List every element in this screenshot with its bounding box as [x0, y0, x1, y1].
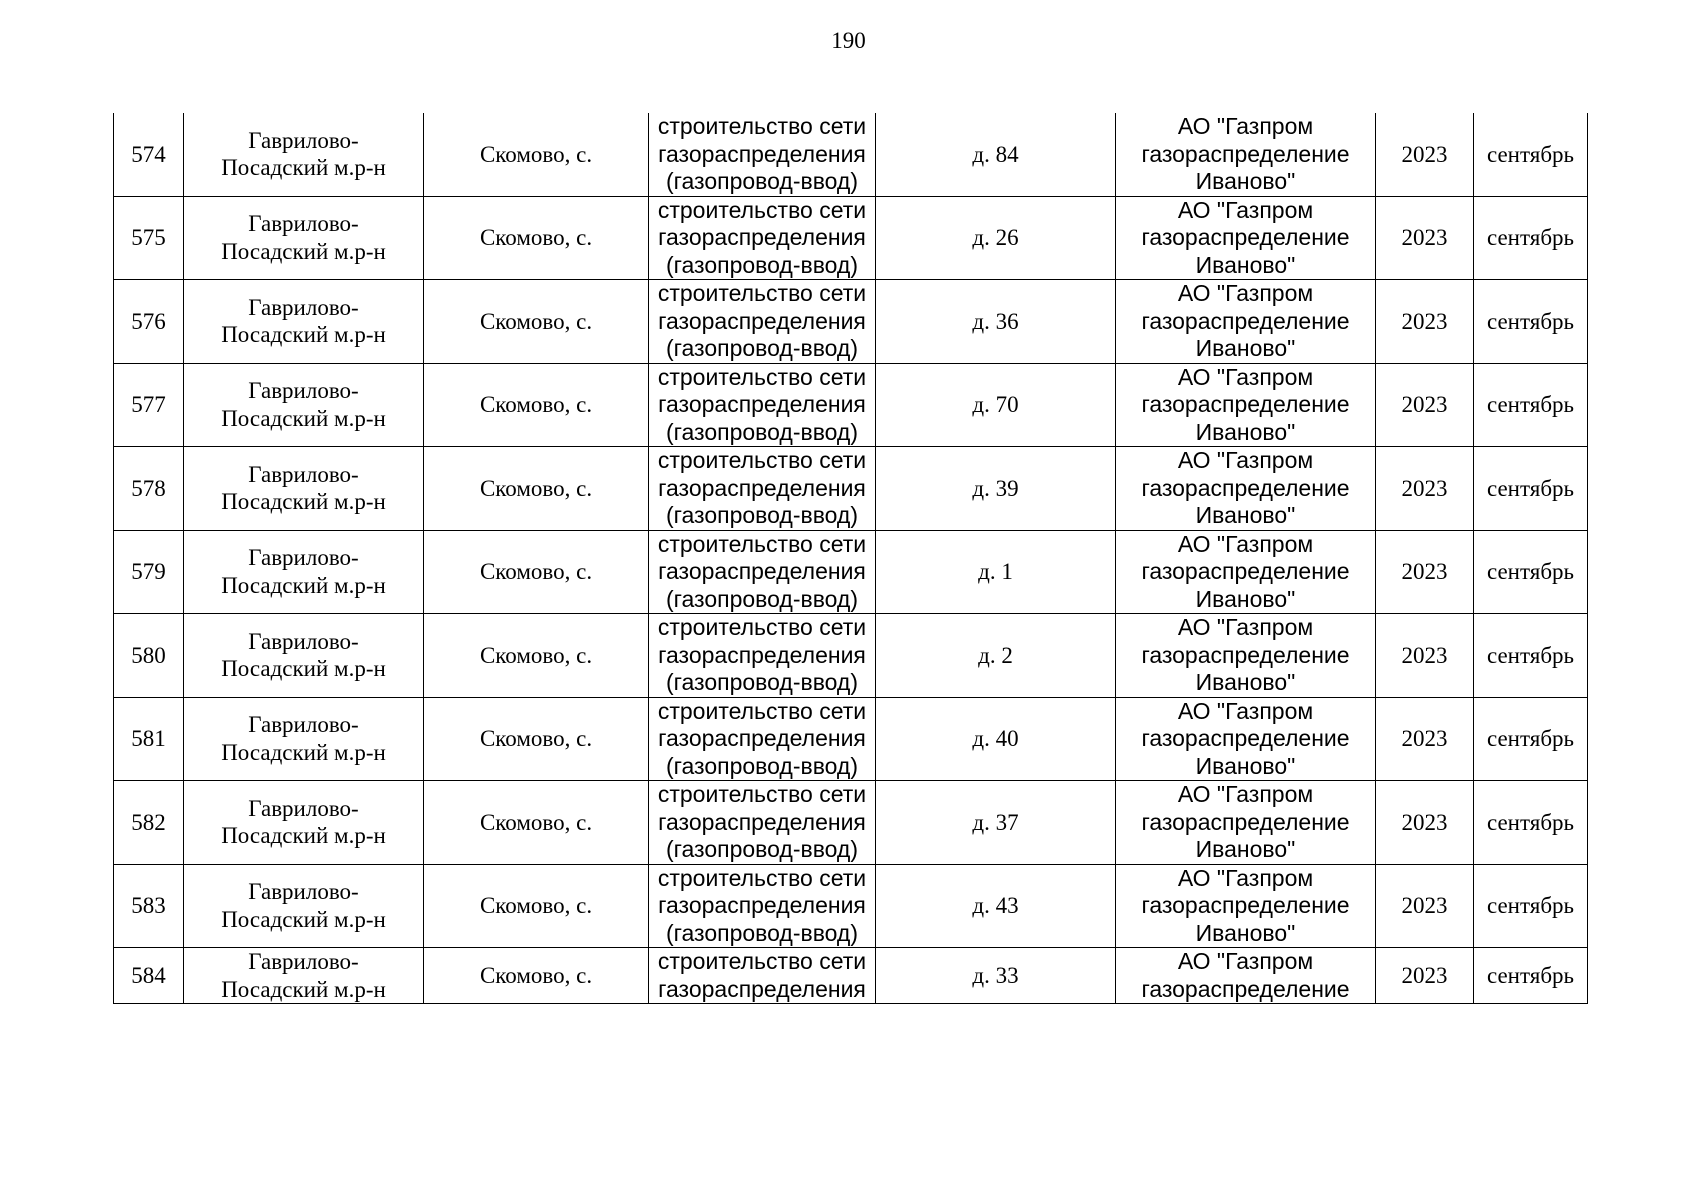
year-cell: 2023: [1376, 697, 1474, 781]
work-type-line: (газопровод-ввод): [665, 418, 859, 445]
organization-line: АО "Газпром: [1177, 948, 1314, 974]
settlement-cell: Скомово, с.: [424, 614, 649, 698]
work-type-line: строительство сети: [657, 447, 867, 473]
organization-line: газораспределение: [1141, 892, 1350, 918]
work-type-cell: [649, 697, 876, 781]
work-type-line: (газопровод-ввод): [665, 585, 859, 612]
table-row: [114, 363, 1588, 447]
organization-line: газораспределение: [1141, 307, 1350, 334]
organization-cell: [1116, 530, 1376, 614]
house-number-cell: д. 33: [876, 948, 1116, 1004]
year-cell: 2023: [1376, 196, 1474, 280]
house-number-cell: д. 37: [876, 781, 1116, 865]
district-cell: [184, 280, 424, 364]
year-cell: 2023: [1376, 948, 1474, 1004]
organization-line: АО "Газпром: [1177, 864, 1314, 891]
district-line: Посадский м.р-н: [221, 572, 386, 598]
organization-cell: [1116, 864, 1376, 948]
organization-line: газораспределение: [1141, 725, 1350, 751]
work-type-line: газораспределения: [658, 307, 866, 334]
district-cell: [184, 781, 424, 865]
house-number-cell: д. 40: [876, 697, 1116, 781]
settlement-cell: Скомово, с.: [424, 697, 649, 781]
work-type-line: (газопровод-ввод): [665, 251, 859, 278]
settlement-cell: Скомово, с.: [424, 280, 649, 364]
house-number-cell: д. 26: [876, 196, 1116, 280]
district-cell: [184, 948, 424, 1004]
row-number-cell: 583: [114, 864, 184, 948]
organization-line: Иваново": [1195, 335, 1296, 361]
month-cell: сентябрь: [1474, 363, 1588, 447]
work-type-line: газораспределения: [658, 808, 866, 835]
district-line: Гаврилово-: [248, 545, 359, 571]
work-type-line: строительство сети: [657, 614, 867, 640]
work-type-line: (газопровод-ввод): [665, 836, 859, 862]
organization-line: Иваново": [1195, 168, 1296, 194]
district-line: Гаврилово-: [248, 461, 359, 487]
month-cell: сентябрь: [1474, 614, 1588, 698]
work-type-line: (газопровод-ввод): [665, 335, 859, 361]
page-number: 190: [831, 28, 866, 53]
organization-line: Иваново": [1195, 752, 1296, 779]
month-cell: сентябрь: [1474, 697, 1588, 781]
work-type-cell: [649, 363, 876, 447]
work-type-line: строительство сети: [657, 113, 867, 139]
organization-line: АО "Газпром: [1177, 196, 1314, 223]
district-cell: [184, 113, 424, 196]
organization-line: Иваново": [1195, 919, 1296, 946]
work-type-line: газораспределения: [658, 558, 866, 584]
row-number-cell: 580: [114, 614, 184, 698]
month-cell: сентябрь: [1474, 113, 1588, 196]
month-cell: сентябрь: [1474, 864, 1588, 948]
district-line: Посадский м.р-н: [221, 823, 386, 849]
organization-cell: [1116, 447, 1376, 531]
house-number-cell: д. 2: [876, 614, 1116, 698]
organization-line: АО "Газпром: [1177, 447, 1314, 473]
work-type-line: строительство сети: [657, 864, 867, 891]
work-type-cell: [649, 864, 876, 948]
district-cell: [184, 864, 424, 948]
work-type-line: строительство сети: [657, 530, 867, 557]
year-cell: 2023: [1376, 280, 1474, 364]
month-cell: сентябрь: [1474, 781, 1588, 865]
district-line: Посадский м.р-н: [221, 155, 386, 181]
organization-line: газораспределение: [1141, 558, 1350, 584]
year-cell: 2023: [1376, 781, 1474, 865]
organization-cell: [1116, 781, 1376, 865]
settlement-cell: Скомово, с.: [424, 447, 649, 531]
work-type-cell: [649, 113, 876, 196]
district-cell: [184, 614, 424, 698]
house-number-cell: д. 39: [876, 447, 1116, 531]
organization-line: АО "Газпром: [1177, 697, 1314, 724]
work-type-line: (газопровод-ввод): [665, 919, 859, 946]
row-number-cell: 577: [114, 363, 184, 447]
house-number-cell: д. 43: [876, 864, 1116, 948]
district-line: Посадский м.р-н: [221, 322, 386, 348]
work-type-cell: [649, 948, 876, 1004]
row-number-cell: 579: [114, 530, 184, 614]
month-cell: сентябрь: [1474, 948, 1588, 1004]
house-number-cell: д. 36: [876, 280, 1116, 364]
table-row: [114, 781, 1588, 865]
organization-line: АО "Газпром: [1177, 530, 1314, 557]
work-type-cell: [649, 530, 876, 614]
year-cell: 2023: [1376, 530, 1474, 614]
row-number-cell: 581: [114, 697, 184, 781]
work-type-line: строительство сети: [657, 196, 867, 223]
work-type-cell: [649, 614, 876, 698]
organization-line: газораспределение: [1141, 224, 1350, 250]
table-body: [114, 113, 1588, 1004]
month-cell: сентябрь: [1474, 530, 1588, 614]
organization-line: АО "Газпром: [1177, 614, 1314, 640]
district-line: Посадский м.р-н: [221, 405, 386, 431]
work-type-line: газораспределения: [658, 641, 866, 668]
district-line: Гаврилово-: [248, 949, 359, 974]
house-number-cell: д. 70: [876, 363, 1116, 447]
work-type-line: (газопровод-ввод): [665, 752, 859, 779]
house-number-cell: д. 1: [876, 530, 1116, 614]
work-type-line: газораспределения: [658, 140, 866, 167]
work-type-line: газораспределения: [658, 725, 866, 751]
year-cell: 2023: [1376, 363, 1474, 447]
settlement-cell: Скомово, с.: [424, 948, 649, 1004]
organization-line: АО "Газпром: [1177, 113, 1314, 139]
district-line: Гаврилово-: [248, 795, 359, 821]
work-type-line: строительство сети: [657, 280, 867, 306]
work-type-cell: [649, 781, 876, 865]
district-line: Гаврилово-: [248, 712, 359, 738]
row-number-cell: 584: [114, 948, 184, 1004]
organization-line: газораспределение: [1141, 391, 1350, 417]
year-cell: 2023: [1376, 113, 1474, 196]
year-cell: 2023: [1376, 864, 1474, 948]
organization-cell: [1116, 113, 1376, 196]
table-row: [114, 196, 1588, 280]
table-row: [114, 864, 1588, 948]
house-number-cell: д. 84: [876, 113, 1116, 196]
district-line: Гаврилово-: [248, 211, 359, 237]
table-row: [114, 530, 1588, 614]
organization-cell: [1116, 697, 1376, 781]
work-type-line: (газопровод-ввод): [665, 669, 859, 695]
district-line: Гаврилово-: [248, 127, 359, 153]
work-type-line: газораспределения: [658, 224, 866, 250]
organization-cell: [1116, 196, 1376, 280]
settlement-cell: Скомово, с.: [424, 363, 649, 447]
settlement-cell: Скомово, с.: [424, 113, 649, 196]
work-type-line: (газопровод-ввод): [665, 502, 859, 528]
organization-cell: [1116, 280, 1376, 364]
organization-line: АО "Газпром: [1177, 280, 1314, 306]
organization-line: газораспределение: [1141, 140, 1350, 167]
row-number-cell: 575: [114, 196, 184, 280]
month-cell: сентябрь: [1474, 447, 1588, 531]
organization-line: газораспределение: [1141, 474, 1350, 501]
work-type-line: газораспределения: [658, 975, 866, 1002]
table-row: [114, 948, 1588, 1004]
district-line: Гаврилово-: [248, 378, 359, 404]
year-cell: 2023: [1376, 614, 1474, 698]
work-type-cell: [649, 280, 876, 364]
month-cell: сентябрь: [1474, 280, 1588, 364]
table-row: [114, 447, 1588, 531]
organization-line: газораспределение: [1141, 641, 1350, 668]
work-type-line: (газопровод-ввод): [665, 168, 859, 194]
settlement-cell: Скомово, с.: [424, 864, 649, 948]
district-line: Посадский м.р-н: [221, 238, 386, 264]
organization-cell: [1116, 614, 1376, 698]
work-type-line: строительство сети: [657, 781, 867, 807]
district-cell: [184, 697, 424, 781]
work-type-line: газораспределения: [658, 391, 866, 417]
row-number-cell: 582: [114, 781, 184, 865]
table-row: [114, 697, 1588, 781]
work-type-line: строительство сети: [657, 697, 867, 724]
district-line: Посадский м.р-н: [221, 739, 386, 765]
work-type-line: строительство сети: [657, 948, 867, 974]
organization-cell: [1116, 363, 1376, 447]
work-type-cell: [649, 447, 876, 531]
organization-line: АО "Газпром: [1177, 781, 1314, 807]
district-line: Гаврилово-: [248, 628, 359, 654]
organization-line: газораспределение: [1141, 808, 1350, 835]
district-line: Посадский м.р-н: [221, 976, 386, 1002]
work-type-line: газораспределения: [658, 892, 866, 918]
district-cell: [184, 530, 424, 614]
organization-line: Иваново": [1195, 836, 1296, 862]
district-line: Гаврилово-: [248, 879, 359, 905]
gas-network-table: [113, 113, 1588, 1004]
district-cell: [184, 363, 424, 447]
row-number-cell: 574: [114, 113, 184, 196]
settlement-cell: Скомово, с.: [424, 530, 649, 614]
month-cell: сентябрь: [1474, 196, 1588, 280]
district-cell: [184, 196, 424, 280]
organization-line: Иваново": [1195, 585, 1296, 612]
organization-line: газораспределение: [1141, 975, 1350, 1002]
district-cell: [184, 447, 424, 531]
work-type-line: газораспределения: [658, 474, 866, 501]
district-line: Гаврилово-: [248, 294, 359, 320]
organization-line: Иваново": [1195, 502, 1296, 528]
work-type-line: строительство сети: [657, 363, 867, 390]
organization-line: Иваново": [1195, 669, 1296, 695]
row-number-cell: 578: [114, 447, 184, 531]
district-line: Посадский м.р-н: [221, 656, 386, 682]
organization-line: Иваново": [1195, 418, 1296, 445]
table-row: [114, 280, 1588, 364]
organization-line: Иваново": [1195, 251, 1296, 278]
district-line: Посадский м.р-н: [221, 489, 386, 515]
settlement-cell: Скомово, с.: [424, 196, 649, 280]
district-line: Посадский м.р-н: [221, 906, 386, 932]
table-row: [114, 614, 1588, 698]
row-number-cell: 576: [114, 280, 184, 364]
organization-line: АО "Газпром: [1177, 363, 1314, 390]
work-type-cell: [649, 196, 876, 280]
table-row: [114, 113, 1588, 196]
settlement-cell: Скомово, с.: [424, 781, 649, 865]
year-cell: 2023: [1376, 447, 1474, 531]
organization-cell: [1116, 948, 1376, 1004]
